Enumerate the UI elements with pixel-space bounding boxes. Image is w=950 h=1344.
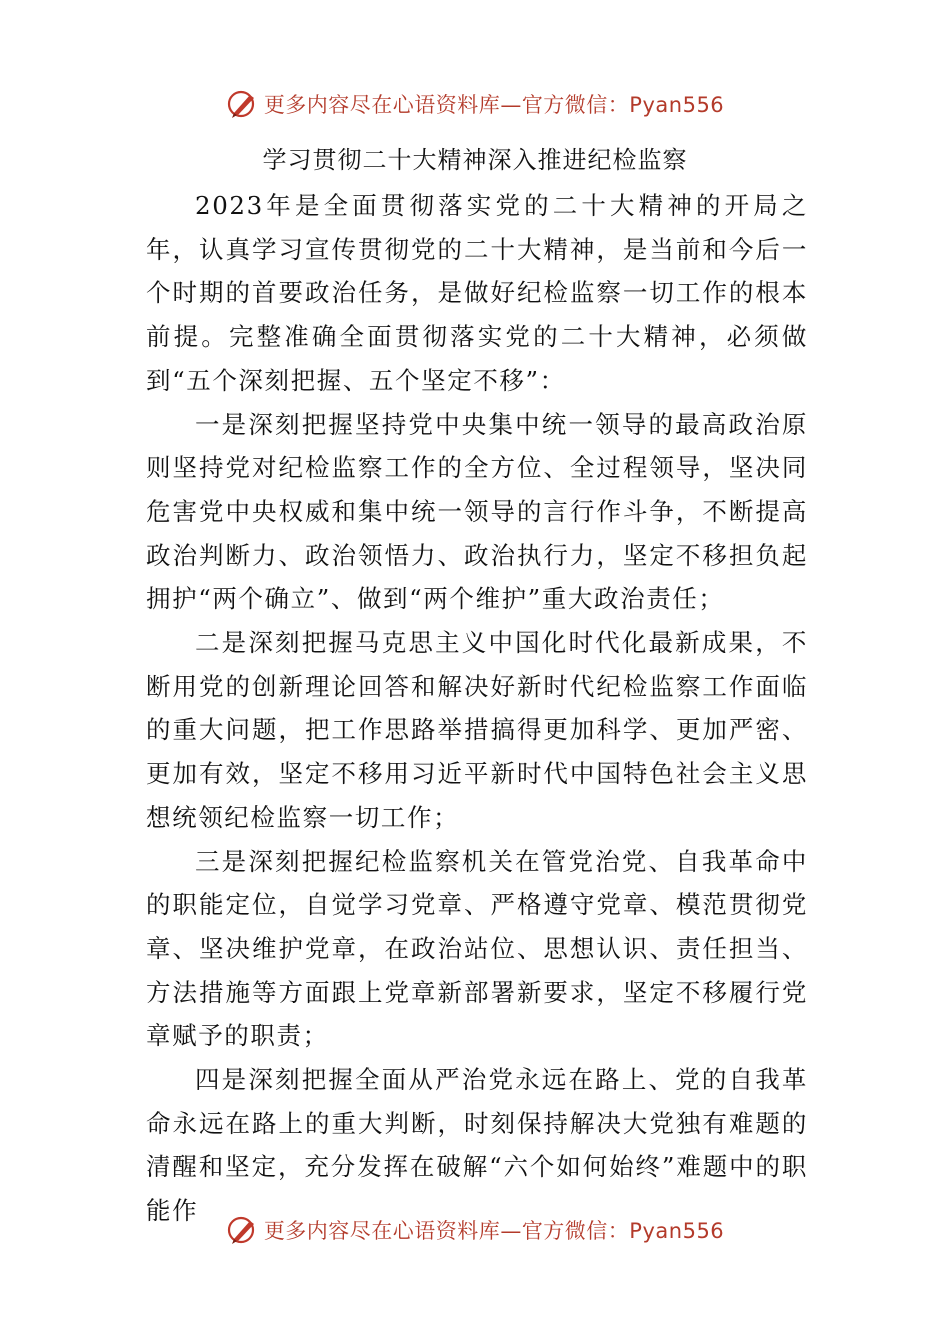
paragraph: 四是深刻把握全面从严治党永远在路上、党的自我革命永远在路上的重大判断，时刻保持解决大党独有难题的清醒和坚定，充分发挥在破解“六个如何始终”难题中的职能作 <box>146 1065 808 1226</box>
paragraph: 一是深刻把握坚持党中央集中统一领导的最高政治原则坚持党对纪检监察工作的全方位、全过程领导，坚决同危害党中央权威和集中统一领导的言行作斗争，不断提高政治判断力、政治领悟力、政治执行力，坚定不移担负起拥护“两个确立”、做到“两个维护”重大政治责任； <box>146 409 808 614</box>
header-watermark-banner <box>0 84 950 124</box>
pen-logo-icon <box>226 87 260 121</box>
footer-watermark-banner <box>0 1210 950 1250</box>
paragraph: 三是深刻把握纪检监察机关在管党治党、自我革命中的职能定位，自觉学习党章、严格遵守党章、模范贯彻党章、坚决维护党章，在政治站位、思想认识、责任担当、方法措施等方面跟上党章新部署新要求，坚定不移履行党章赋予的职责； <box>146 846 808 1051</box>
banner-text: 更多内容尽在心语资料库—官方微信：Pyan556 <box>263 1219 725 1243</box>
paragraph: 二是深刻把握马克思主义中国化时代化最新成果，不断用党的创新理论回答和解决好新时代纪检监察工作面临的重大问题，把工作思路举措搞得更加科学、更加严密、更加有效，坚定不移用习近平新时代中国特色社会主义思想统领纪检监察一切工作； <box>146 628 808 832</box>
paragraph: 2023年是全面贯彻落实党的二十大精神的开局之年，认真学习宣传贯彻党的二十大精神，是当前和今后一个时期的首要政治任务，是做好纪检监察一切工作的根本前提。完整准确全面贯彻落实党的二十大精神，必须做到“五个深刻把握、五个坚定不移”： <box>146 191 808 395</box>
pen-logo-icon <box>226 1213 260 1247</box>
document-body <box>146 184 808 1233</box>
document-title: 学习贯彻二十大精神深入推进纪检监察 <box>262 146 688 174</box>
banner-text: 更多内容尽在心语资料库—官方微信：Pyan556 <box>263 93 725 117</box>
